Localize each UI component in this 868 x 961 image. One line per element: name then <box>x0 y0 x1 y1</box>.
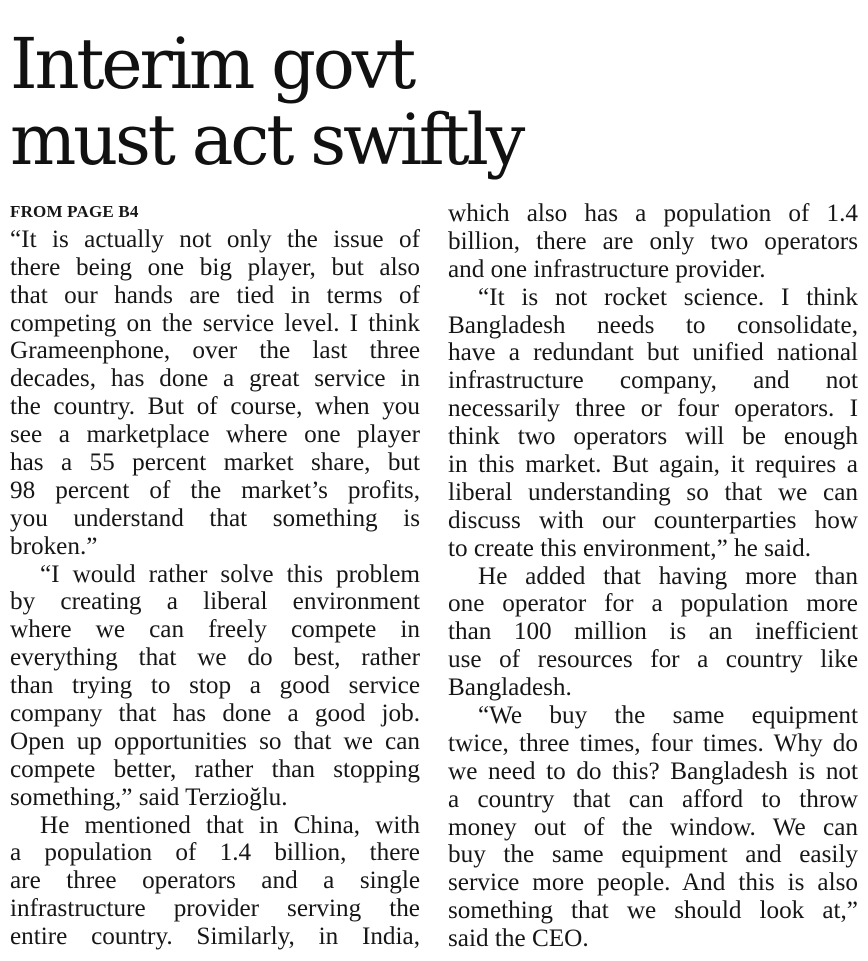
article-text-line: have a redundant but unified national <box>448 339 858 367</box>
article-text-line: 98 percent of the market’s profits, <box>10 476 420 504</box>
article-text-line: infrastructure company, and not <box>448 367 858 395</box>
headline-line-1: Interim govt <box>10 23 413 105</box>
article-text-line: to create this environment,” he said. <box>448 534 811 562</box>
left-column-body <box>10 226 420 951</box>
article-text-line: Open up opportunities so that we can <box>10 727 420 755</box>
article-text-line: think two operators will be enough <box>448 423 858 451</box>
article-text-line: and one infrastructure provider. <box>448 255 766 283</box>
article-text-line: than 100 million is an inefficient <box>448 618 858 646</box>
article-text-line: there being one big player, but also <box>10 253 420 281</box>
article-text-line: twice, three times, four times. Why do <box>448 729 858 757</box>
article-text-line: which also has a population of 1.4 <box>448 200 858 227</box>
article-text-line: has a 55 percent market share, but <box>10 449 420 477</box>
article-text-line: He mentioned that in China, with <box>40 811 420 839</box>
article-text-line: than trying to stop a good service <box>10 672 420 700</box>
article-text-line: “It is actually not only the issue of <box>10 225 420 253</box>
article-text-line: you understand that something is <box>10 504 420 532</box>
article-text-line: buy the same equipment and easily <box>448 841 858 869</box>
article-text-line: necessarily three or four operators. I <box>448 395 858 423</box>
article-text-line: everything that we do best, rather <box>10 644 420 672</box>
article-text-line: are three operators and a single <box>10 867 420 895</box>
article-text-line: the country. But of course, when you <box>10 393 420 421</box>
article-text-line: entire country. Similarly, in India, <box>10 923 420 951</box>
article-text-line: said the CEO. <box>448 925 589 953</box>
article-text-line: something,” said Terzioğlu. <box>10 783 288 811</box>
article-column-left <box>10 200 420 951</box>
article-text-line: competing on the service level. I think <box>10 309 420 337</box>
article-text-line: discuss with our counterparties how <box>448 506 858 534</box>
article-text-line: one operator for a population more <box>448 590 858 618</box>
article-text-line: use of resources for a country like <box>448 646 858 674</box>
article-text-line: service more people. And this is also <box>448 869 858 897</box>
article-text-line: broken.” <box>10 532 98 560</box>
article-text-line: money out of the window. We can <box>448 813 858 841</box>
article-column-right <box>448 200 858 953</box>
headline-line-2: must act swiftly <box>10 99 523 181</box>
article-text-line: liberal understanding so that we can <box>448 478 858 506</box>
article-text-line: “I would rather solve this problem <box>40 560 420 588</box>
article-text-line: Bangladesh needs to consolidate, <box>448 311 858 339</box>
right-column-body <box>448 200 858 953</box>
article-text-line: where we can freely compete in <box>10 616 420 644</box>
headline <box>10 23 523 181</box>
article-text-line: infrastructure provider serving the <box>10 895 420 923</box>
article-text-line: billion, there are only two operators <box>448 227 858 255</box>
article-text-line: decades, has done a great service in <box>10 365 420 393</box>
article-text-line: Bangladesh. <box>448 674 572 702</box>
continuation-kicker: FROM PAGE B4 <box>10 202 139 221</box>
article-text-line: company that has done a good job. <box>10 700 420 728</box>
article-text-line: a population of 1.4 billion, there <box>10 839 420 867</box>
article-text-line: compete better, rather than stopping <box>10 755 420 783</box>
article-text-line: “We buy the same equipment <box>478 702 858 730</box>
article-text-line: He added that having more than <box>478 562 858 590</box>
article-text-line: we need to do this? Bangladesh is not <box>448 757 858 785</box>
article-text-line: something that we should look at,” <box>448 897 858 925</box>
article-text-line: that our hands are tied in terms of <box>10 281 420 309</box>
article-text-line: “It is not rocket science. I think <box>478 283 858 311</box>
article-text-line: in this market. But again, it requires a <box>448 451 858 479</box>
article-text-line: a country that can afford to throw <box>448 785 858 813</box>
article-text-line: Grameenphone, over the last three <box>10 337 420 365</box>
article-text-line: see a marketplace where one player <box>10 421 420 449</box>
article-text-line: by creating a liberal environment <box>10 588 420 616</box>
